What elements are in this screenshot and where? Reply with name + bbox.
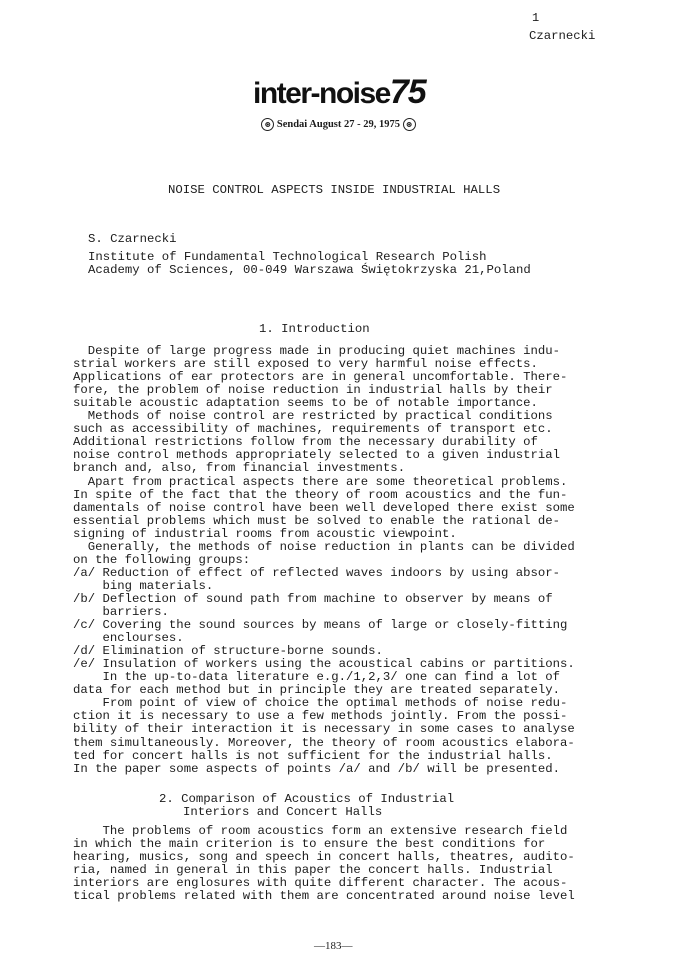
paper-title: NOISE CONTROL ASPECTS INSIDE INDUSTRIAL HALLS: [168, 183, 501, 197]
logo-year: 75: [389, 73, 426, 111]
text-line: /a/ Reduction of effect of reflected waves indoors by using absor-: [73, 565, 561, 580]
text-line: interiors are englosures with quite different character. The acous-: [73, 876, 568, 891]
text-line: essential problems which must be solved to enable the rational de-: [73, 513, 561, 528]
text-line: tical problems related with them are concentrated around noise level: [73, 889, 575, 904]
emblem-icon: ⊛: [261, 118, 274, 131]
text-line: such as accessibility of machines, requirements of transport etc.: [73, 422, 553, 437]
text-line: signing of industrial rooms from acoustic viewpoint.: [73, 526, 457, 541]
section-heading: 1. Introduction: [259, 322, 370, 336]
section-heading: Interiors and Concert Halls: [183, 805, 383, 819]
text-line: In spite of the fact that the theory of room acoustics and the fun-: [73, 487, 568, 502]
text-line: branch and, also, from financial investments.: [73, 461, 406, 476]
affiliation-line: Academy of Sciences, 00-049 Warszawa Świętokrzyska 21,Poland: [88, 263, 531, 277]
text-line: Apart from practical aspects there are some theoretical problems.: [73, 474, 568, 489]
text-line: ted for concert halls is not sufficient for the industrial halls.: [73, 748, 553, 763]
text-line: in which the main criterion is to ensure the best conditions for: [73, 837, 546, 852]
text-line: strial workers are still exposed to very harmful noise effects.: [73, 357, 538, 372]
section-heading: 2. Comparison of Acoustics of Industrial: [159, 792, 455, 806]
text-line: In the paper some aspects of points /a/ and /b/ will be presented.: [73, 761, 561, 776]
text-line: Applications of ear protectors are in general uncomfortable. There-: [73, 370, 568, 385]
text-line: ria, named in general in this paper the concert halls. Industrial: [73, 863, 553, 878]
text-line: /e/ Insulation of workers using the acoustical cabins or partitions.: [73, 657, 575, 672]
text-line: Despite of large progress made in producing quiet machines indu-: [73, 344, 561, 358]
text-line: barriers.: [73, 605, 169, 619]
text-line: noise control methods appropriately selected to a given industrial: [73, 448, 561, 463]
text-line: The problems of room acoustics form an extensive research field: [73, 824, 568, 838]
text-line: In the up-to-data literature e.g./1,2,3/ one can find a lot of: [73, 670, 561, 685]
text-line: /b/ Deflection of sound path from machine to observer by means of: [73, 591, 553, 606]
conference-subtitle: [256, 107, 416, 131]
text-line: ction it is necessary to use a few methods jointly. From the possi-: [73, 709, 568, 724]
emblem-icon: ⊛: [403, 118, 416, 131]
text-line: /c/ Covering the sound sources by means of large or closely-fitting: [73, 618, 568, 633]
text-line: on the following groups:: [73, 552, 251, 567]
text-line: enclourses.: [73, 631, 184, 646]
running-author: Czarnecki: [529, 29, 596, 43]
text-line: fore, the problem of noise reduction in industrial halls by their: [73, 383, 553, 398]
text-line: Additional restrictions follow from the necessary durability of: [73, 435, 538, 450]
text-line: suitable acoustic adaptation seems to be of notable importance.: [73, 396, 538, 411]
text-line: From point of view of choice the optimal methods of noise redu-: [73, 696, 568, 711]
logo-wordmark: inter-noise: [253, 77, 390, 110]
text-line: damentals of noise control have been well developed there exist some: [73, 500, 575, 515]
text-line: /d/ Elimination of structure-borne sounds.: [73, 644, 383, 659]
text-line: Methods of noise control are restricted by practical conditions: [73, 409, 553, 424]
author-name: S. Czarnecki: [88, 232, 177, 246]
conference-place-date: Sendai August 27 - 29, 1975: [274, 118, 403, 130]
text-line: them simultaneously. Moreover, the theory of room acoustics elabora-: [73, 735, 575, 750]
text-line: Generally, the methods of noise reduction in plants can be divided: [73, 539, 575, 554]
text-line: hearing, musics, song and speech in concert halls, theatres, audito-: [73, 850, 575, 865]
affiliation-line: Institute of Fundamental Technological Research Polish: [88, 250, 487, 264]
text-line: data for each method but in principle they are treated separately.: [73, 683, 561, 698]
text-line: bility of their interaction it is necessary in some cases to analyse: [73, 722, 575, 737]
page-folio: —183—: [314, 940, 353, 952]
text-line: bing materials.: [73, 578, 214, 593]
page-number: 1: [532, 11, 540, 25]
